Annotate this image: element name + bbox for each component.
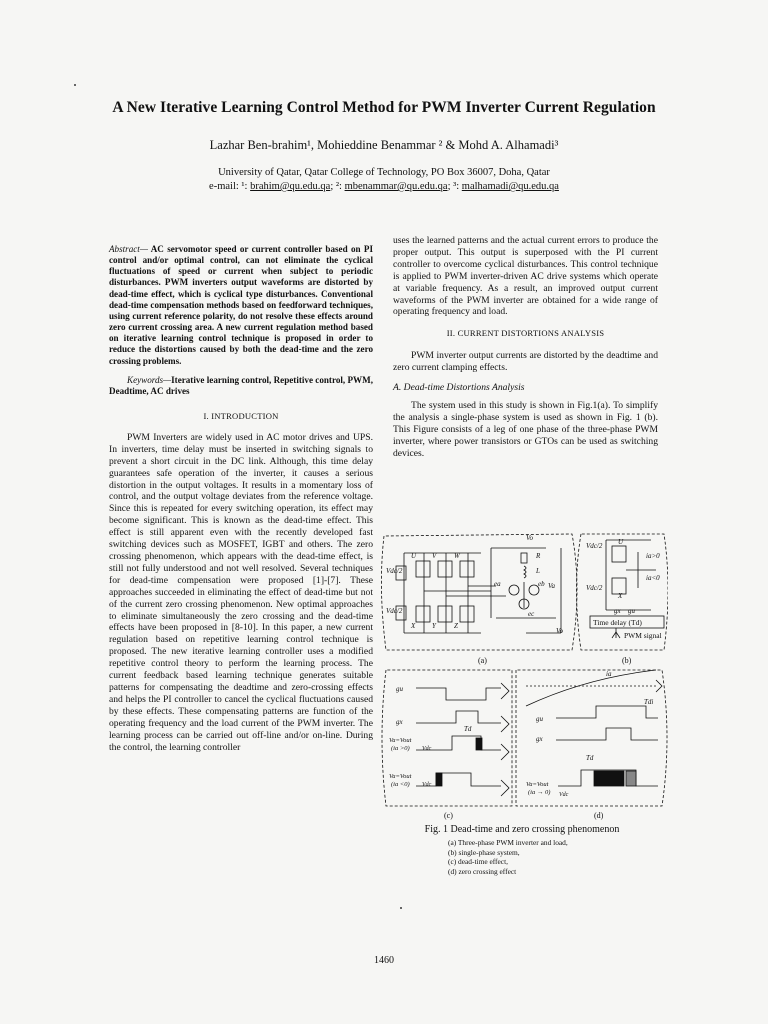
panel-b-single-phase-diagram	[577, 534, 669, 665]
vout-label-1: Va=Vout	[389, 737, 412, 744]
paper-title: A New Iterative Learning Control Method for PWM Inverter Current Regulation	[112, 99, 656, 116]
panel-c-dead-time-effect	[382, 670, 512, 820]
ia-negative: ia<0	[646, 574, 660, 582]
affiliation: University of Qatar, Qatar College of Technology, PO Box 36007, Doha, Qatar	[218, 167, 550, 178]
svg-text:Tdi: Tdi	[644, 698, 654, 706]
svg-text:X: X	[411, 622, 416, 630]
gx-label-d: gx	[536, 735, 543, 743]
svg-text:ec: ec	[528, 610, 535, 618]
svg-text:gu: gu	[628, 607, 635, 615]
gx-label-c: gx	[396, 718, 403, 726]
svg-text:Vdc/2: Vdc/2	[586, 584, 603, 592]
paragraph: PWM inverter output currents are distorted by the deadtime and zero current clamping effects.	[393, 350, 658, 374]
section-heading-introduction: I. INTRODUCTION	[203, 411, 279, 422]
subcaption: (a) Three-phase PWM inverter and load,	[448, 838, 568, 847]
ia-positive: ia>0	[646, 552, 660, 560]
vout-label-3: Va=Vout	[526, 781, 549, 788]
introduction-paragraph: PWM Inverters are widely used in AC motor drives and UPS. In inverters, time delay must be inserted in switching signals to prevent a short circuit in the DC link. Although, this time delay guarantees safe operation of the inverter, it causes a serious distortion in the output voltages. It results in a momentary loss of control, and the output voltage deviates from the reference voltage. Since this is repeated for every switching operation, its effect may become significant. This is known as the dead-time effect. This effect is still apparent even with the recently developed fast switching devices such as MOSFET, IGBT and others. The zero crossing phenomenon, which appears with the dead-time effect, is still not fully understood and not well resolved. Several techniques for dead-time compensation were proposed [1]-[7]. These approaches succeeded in eliminating the effect of dead-time but not of the current zero crossing phenomenon. New optimal approaches to eliminate simultaneously the zero crossing and the dead-time effects have been proposed in [8-10]. In this paper, a new current regulation based on repetitive learning control technique is proposed. The new iterative learning controller uses a modified repetitive control theory to perform the learning process. The current feedback based learning technique generates suitable patterns for compensating the deadtime and zero-crossing effects and helps the PI controller to cancel the cyclical fluctuations caused by these effects. These compensating patterns are function of the operating frequency and the load current of the PWM inverter. The learning process can be carried out off-line and/or on-line. During the control, the learning controller	[109, 431, 373, 753]
svg-text:Va: Va	[548, 582, 555, 590]
td-label-c: Td	[464, 725, 472, 733]
svg-text:L: L	[536, 567, 540, 575]
svg-text:ia: ia	[606, 670, 612, 678]
abstract	[109, 244, 373, 367]
paragraph: uses the learned patterns and the actual current errors to produce the proper output. This output is superposed with the PI current controller to overcome cyclical disturbances. This control technique is applied to PWM inverter-driven AC drive systems which operate at variable frequency. As a result, an improved output current waveforms of the PWM inverter are obtained for a wide range of operating frequency and load.	[393, 235, 658, 318]
svg-text:Vo: Vo	[526, 534, 533, 542]
scan-speck	[400, 907, 402, 909]
svg-text:U: U	[618, 538, 624, 546]
panel-b-label: (b)	[622, 656, 632, 665]
svg-text:ea: ea	[494, 580, 501, 588]
svg-text:Z: Z	[454, 622, 458, 630]
svg-text:U: U	[411, 552, 417, 560]
gu-label-d: gu	[536, 715, 543, 723]
svg-text:W: W	[454, 552, 460, 560]
svg-text:Vdc/2: Vdc/2	[386, 607, 403, 615]
vout-cond-2: (ia <0)	[391, 781, 410, 788]
pwm-signal-label: PWM signal	[624, 631, 662, 640]
svg-text:eb: eb	[538, 580, 545, 588]
svg-text:X: X	[618, 592, 623, 600]
email-sep: ; ³:	[447, 181, 462, 192]
email-link-2[interactable]: mbenammar@qu.edu.qa	[344, 181, 448, 192]
email-link-3[interactable]: malhamadi@qu.edu.qa	[461, 181, 559, 192]
svg-text:Vdc: Vdc	[422, 746, 432, 752]
svg-text:Vdc/2: Vdc/2	[586, 542, 603, 550]
keywords-text: Iterative learning control, Repetitive control, PWM, Deadtime, AC drives	[109, 374, 373, 396]
figure-1	[376, 528, 668, 833]
vout-label-2: Va=Vout	[389, 773, 412, 780]
panel-d-zero-crossing-effect	[516, 670, 667, 820]
svg-text:R: R	[536, 552, 541, 560]
time-delay-label: Time delay (Td)	[593, 618, 642, 627]
figure-caption: Fig. 1 Dead-time and zero crossing phenomenon	[424, 824, 620, 835]
figure-subcaptions	[448, 838, 668, 876]
email-link-1[interactable]: brahim@qu.edu.qa	[250, 181, 331, 192]
keywords	[109, 375, 373, 397]
email-sep: ; ²:	[330, 181, 345, 192]
panel-d-label: (d)	[594, 811, 604, 820]
abstract-text: AC servomotor speed or current controller based on PI control and/or optimal control, can not eliminate the cyclical fluctuations of speed or current when subject to periodic disturbances. PWM inverters output waveforms are distorted by dead-time effect, which is cyclical type disturbances. Conventional dead-time compensation methods based on feedforward techniques, using current reference polarity, do not resolve these effects around zero current crossing area. A new current regulation method based on iterative learning control technique is proposed in order to reduce the distortions caused by both the dead-time and the zero crossing problems.	[109, 244, 373, 366]
abstract-label: Abstract—	[109, 244, 148, 254]
paragraph: The system used in this study is shown in Fig.1(a). To simplify the analysis a single-phase system is used as shown in Fig. 1 (b). This Figure consists of a leg of one phase of the three-phase PWM inverter, where power transistors or GTOs can be used as switching devices.	[393, 399, 658, 459]
svg-text:V: V	[432, 552, 437, 560]
subcaption: (c) dead-time effect,	[448, 857, 508, 867]
vout-cond-3: (ia → 0)	[528, 789, 551, 796]
panel-a-inverter-diagram	[381, 534, 577, 665]
affiliation-block	[0, 166, 768, 194]
author-list: Lazhar Ben-brahim¹, Mohieddine Benammar ² & Mohd A. Alhamadi³	[209, 138, 559, 152]
svg-text:Vo: Vo	[556, 627, 563, 635]
right-column	[393, 235, 658, 460]
svg-text:gx: gx	[614, 607, 621, 615]
svg-text:Vdc/2: Vdc/2	[386, 567, 403, 575]
subsection-heading: A. Dead-time Distortions Analysis	[393, 382, 525, 394]
keywords-label: Keywords—	[127, 374, 172, 385]
svg-text:Vdc: Vdc	[559, 792, 569, 798]
subcaption: (d) zero crossing effect	[448, 866, 517, 876]
email-line	[0, 180, 768, 194]
email-prefix: e-mail: ¹:	[209, 181, 251, 192]
vout-cond-1: (ia >0)	[391, 745, 410, 752]
scan-speck	[74, 84, 76, 86]
section-heading-current-distortions: II. CURRENT DISTORTIONS ANALYSIS	[446, 328, 605, 339]
svg-text:Y: Y	[432, 622, 436, 630]
page-number: 1460	[374, 955, 394, 966]
td-label-d: Td	[586, 754, 594, 762]
svg-text:Vdc: Vdc	[422, 782, 432, 788]
gu-label-c: gu	[396, 685, 403, 693]
panel-c-label: (c)	[444, 811, 453, 820]
left-column	[109, 244, 373, 753]
panel-a-label: (a)	[478, 656, 487, 665]
subcaption: (b) single-phase system,	[448, 847, 520, 857]
